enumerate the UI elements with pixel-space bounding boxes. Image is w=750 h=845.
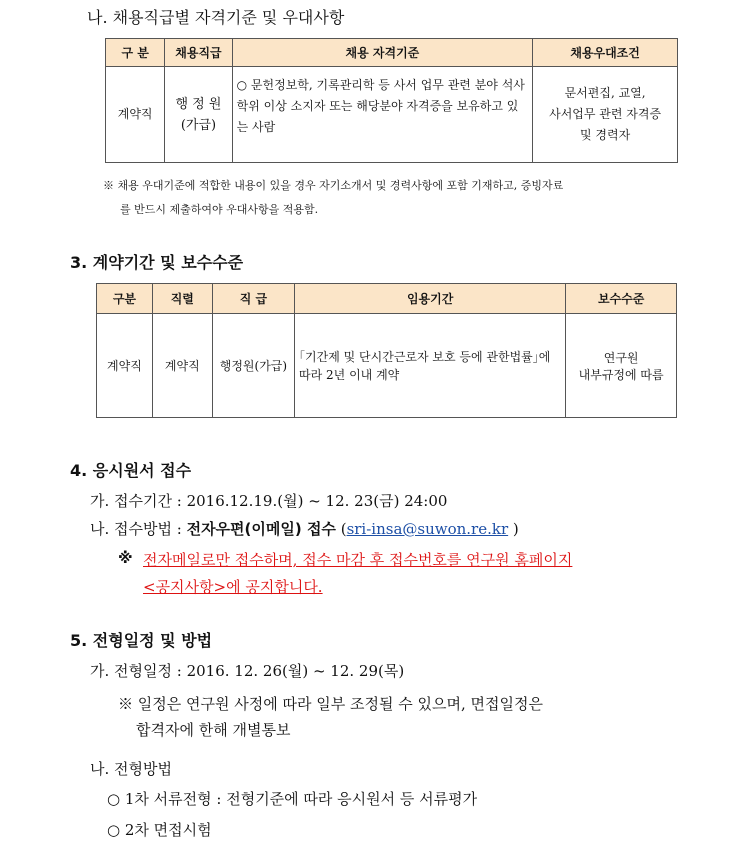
application-method	[90, 518, 519, 539]
section-title-selection: 5. 전형일정 및 방법	[70, 631, 213, 650]
application-method-open: (	[335, 520, 347, 538]
section-title-application: 4. 응시원서 접수	[70, 461, 192, 480]
section-title-qualifications: 나. 채용직급별 자격기준 및 우대사항	[87, 8, 345, 27]
application-method-prefix: 나. 접수방법 :	[90, 520, 187, 538]
application-method-bold: 전자우편(이메일) 접수	[186, 520, 336, 538]
note-preference-line1: ※ 채용 우대기준에 적합한 내용이 있을 경우 자기소개서 및 경력사항에 포함 기재하고, 증빙자료	[103, 179, 564, 192]
grade-line1: 행 정 원	[175, 96, 222, 112]
selection-note-line2: 합격자에 한해 개별통보	[136, 721, 291, 739]
cell-grade: 행정원(가급)	[212, 314, 294, 418]
cell-category: 계약직	[97, 314, 153, 418]
selection-step2: ○ 2차 면접시험	[107, 821, 212, 839]
selection-method-title: 나. 전형방법	[90, 760, 172, 778]
application-note-line1: 전자메일로만 접수하며, 접수 마감 후 접수번호를 연구원 홈페이지	[143, 551, 573, 569]
application-period: 가. 접수기간 : 2016.12.19.(월) ~ 12. 23(금) 24:00	[90, 492, 448, 510]
application-email-link[interactable]: sri-insa@suwon.re.kr	[346, 520, 509, 538]
cell-pay	[566, 314, 677, 418]
cell-series: 계약직	[152, 314, 212, 418]
header-grade: 채용직급	[165, 39, 232, 67]
grade-line2: (가급)	[180, 117, 217, 133]
note-preference-line2: 를 반드시 제출하여야 우대사항을 적용함.	[120, 203, 319, 216]
contract-table	[96, 283, 677, 418]
pay-line1: 연구원	[603, 350, 639, 365]
header-criteria: 채용 자격기준	[232, 39, 533, 67]
cell-preference	[533, 67, 678, 163]
pref-line1: 문서편집, 교열,	[564, 86, 646, 100]
application-note-line2: <공지사항>에 공지합니다.	[143, 578, 323, 596]
section-title-contract: 3. 계약기간 및 보수수준	[70, 253, 244, 272]
header-period: 임용기간	[295, 284, 566, 314]
cell-grade	[165, 67, 232, 163]
header-preference: 채용우대조건	[533, 39, 678, 67]
pay-line2: 내부규정에 따름	[578, 367, 664, 382]
header-grade: 직 급	[212, 284, 294, 314]
cell-period: ｢기간제 및 단시간근로자 보호 등에 관한법률｣에 따라 2년 이내 계약	[295, 314, 566, 418]
header-pay: 보수수준	[566, 284, 677, 314]
application-note-mark: ※	[118, 549, 133, 567]
qualification-table	[105, 38, 678, 163]
pref-line3: 및 경력자	[580, 128, 631, 142]
cell-criteria: ○ 문헌정보학, 기록관리학 등 사서 업무 관련 분야 석사학위 이상 소지자 또는 해당분야 자격증을 보유하고 있는 사람	[232, 67, 533, 163]
selection-step1: ○ 1차 서류전형 : 전형기준에 따라 응시원서 등 서류평가	[107, 790, 478, 808]
selection-note-line1: ※ 일정은 연구원 사정에 따라 일부 조정될 수 있으며, 면접일정은	[118, 695, 543, 713]
cell-category: 계약직	[106, 67, 165, 163]
selection-schedule: 가. 전형일정 : 2016. 12. 26(월) ~ 12. 29(목)	[90, 662, 405, 680]
header-series: 직렬	[152, 284, 212, 314]
application-method-close: )	[508, 520, 519, 538]
header-category: 구분	[97, 284, 153, 314]
pref-line2: 사서업무 관련 자격증	[549, 107, 662, 121]
header-category: 구 분	[106, 39, 165, 67]
